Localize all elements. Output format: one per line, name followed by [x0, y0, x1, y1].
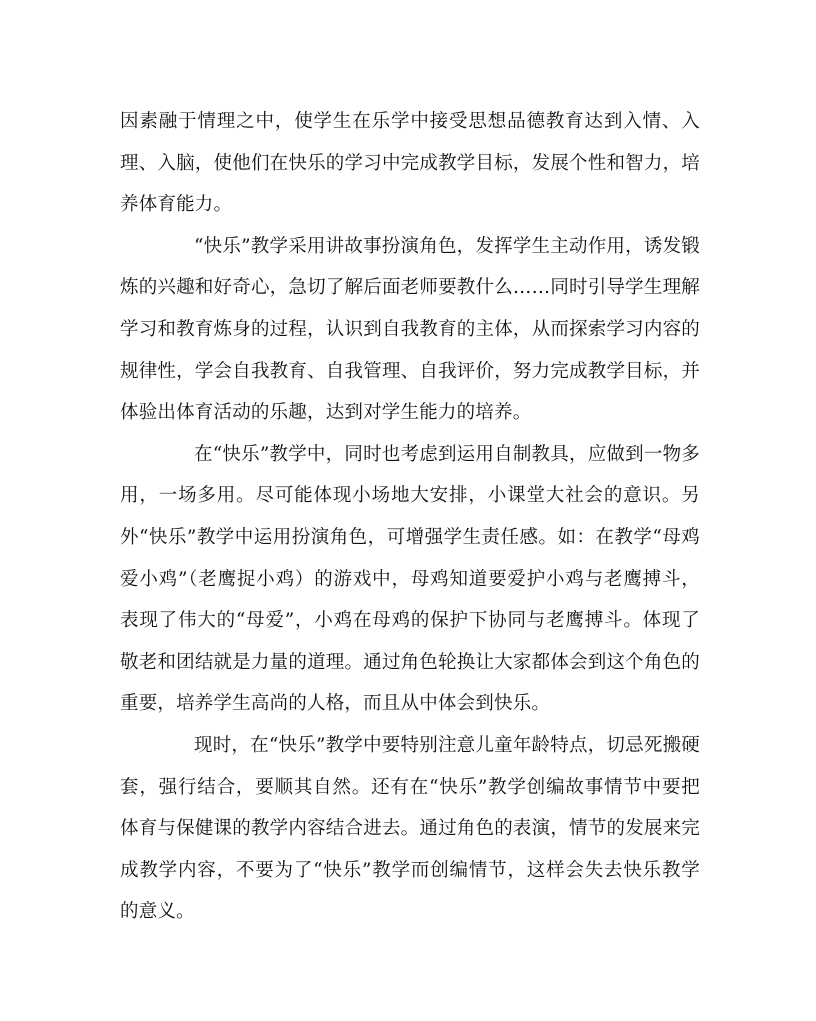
paragraph-3: 在“快乐”教学中，同时也考虑到运用自制教具，应做到一物多用，一场多用。尽可能体现小场地大安排，小课堂大社会的意识。另外“快乐”教学中运用扮演角色，可增强学生责任感。如：在教学“母鸡爱小鸡”（老鹰捉小鸡）的游戏中，母鸡知道要爱护小鸡与老鹰搏斗，表现了伟大的“母爱”，小鸡在母鸡的保护下协同与老鹰搏斗。体现了敬老和团结就是力量的道理。通过角色轮换让大家都体会到这个角色的重要，培养学生高尚的人格，而且从中体会到快乐。 [120, 443, 700, 715]
paragraph-2: “快乐”教学采用讲故事扮演角色，发挥学生主动作用，诱发锻炼的兴趣和好奇心，急切了解后面老师要教什么……同时引导学生理解学习和教育炼身的过程，认识到自我教育的主体，从而探索学习内容的规律性，学会自我教育、自我管理、自我评价，努力完成教学目标，并体验出体育活动的乐趣，达到对学生能力的培养。 [120, 235, 700, 424]
paragraph-1: 因素融于情理之中，使学生在乐学中接受思想品德教育达到入情、入理、入脑，使他们在快乐的学习中完成教学目标，发展个性和智力，培养体育能力。 [120, 111, 700, 216]
paragraph-4: 现时，在“快乐”教学中要特别注意儿童年龄特点，切忌死搬硬套，强行结合，要顺其自然。还有在“快乐”教学创编故事情节中要把体育与保健课的教学内容结合进去。通过角色的表演，情节的发展来完成教学内容，不要为了“快乐”教学而创编情节，这样会失去快乐教学的意义。 [120, 734, 700, 923]
document-body [120, 101, 700, 933]
